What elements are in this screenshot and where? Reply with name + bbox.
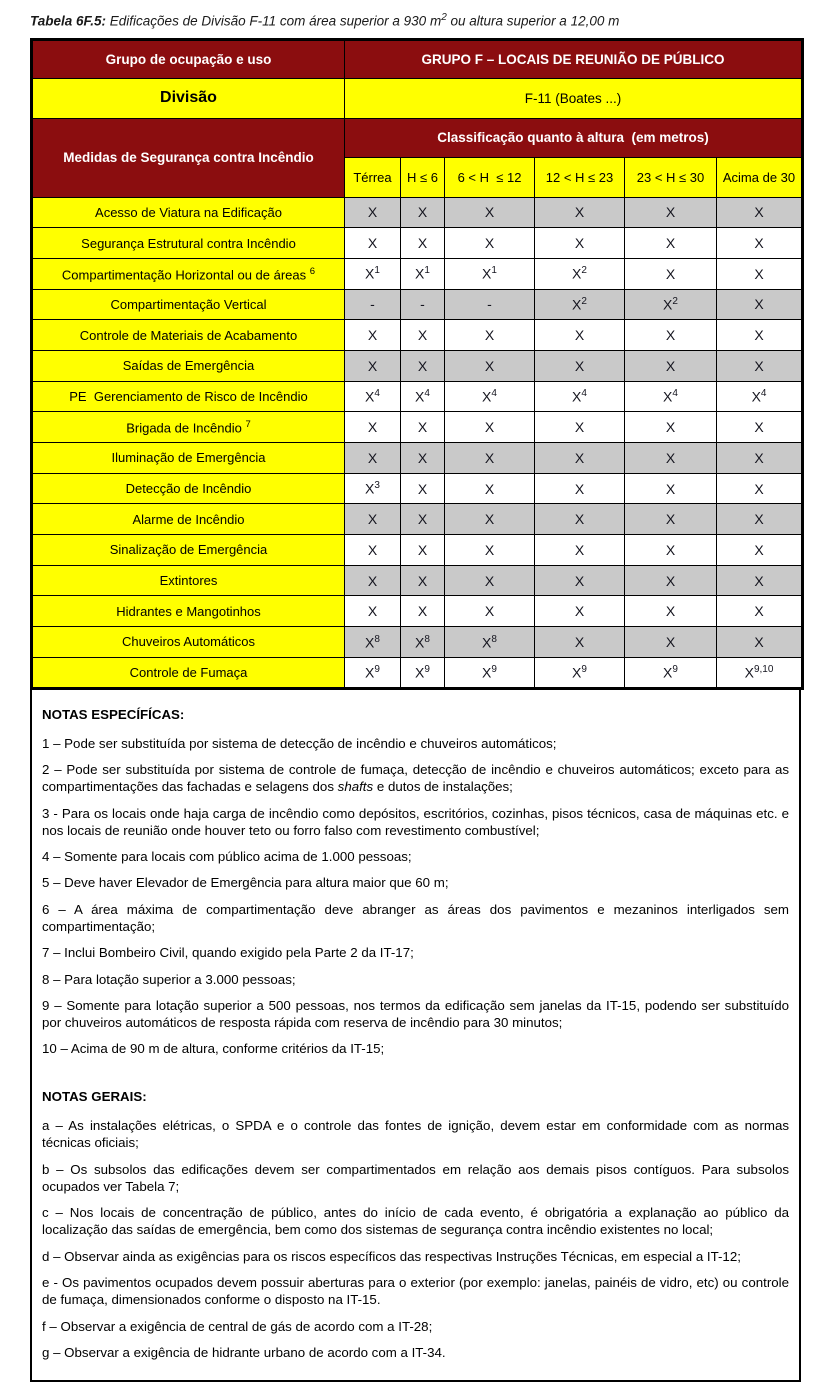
requirement-cell: $X^4$ xyxy=(717,381,803,412)
requirement-cell: X xyxy=(535,443,625,474)
table-title-number: Tabela 6F.5: xyxy=(30,14,106,29)
specific-notes-list xyxy=(42,735,789,1058)
table-title-text: Edificações de Divisão F-11 com área superior a 930 m xyxy=(106,14,441,29)
note-item: b – Os subsolos das edificações devem ser compartimentados em relação aos demais pisos contíguos. Para subsolos ocupados ver Tabela 7; xyxy=(42,1161,789,1196)
requirement-cell: X xyxy=(625,596,717,627)
requirement-cell: X xyxy=(625,258,717,289)
requirement-cell: X xyxy=(445,443,535,474)
note-item: g – Observar a exigência de hidrante urbano de acordo com a IT-34. xyxy=(42,1344,789,1361)
measure-label: Iluminação de Emergência xyxy=(32,443,345,474)
measure-label: Segurança Estrutural contra Incêndio xyxy=(32,228,345,259)
table-row xyxy=(32,258,803,289)
requirement-cell: X xyxy=(445,228,535,259)
note-item: 10 – Acima de 90 m de altura, conforme critérios da IT-15; xyxy=(42,1040,789,1057)
notes-box xyxy=(30,690,801,1382)
requirement-cell: $X^4$ xyxy=(625,381,717,412)
requirement-cell: X xyxy=(401,565,445,596)
requirement-cell: X xyxy=(401,504,445,535)
note-item: f – Observar a exigência de central de gás de acordo com a IT-28; xyxy=(42,1318,789,1335)
table-title-suffix: ou altura superior a 12,00 m xyxy=(447,14,620,29)
note-item: 3 - Para os locais onde haja carga de incêndio como depósitos, escritórios, cozinhas, pisos técnicos, casa de máquinas etc. e nos locais de reunião onde houver teto ou forro falso com revestimento combustível; xyxy=(42,805,789,840)
requirement-cell: X xyxy=(445,197,535,228)
column-header-h6: H ≤ 6 xyxy=(401,157,445,197)
requirement-cell: $X^1$ xyxy=(445,258,535,289)
column-header-terrea: Térrea xyxy=(345,157,401,197)
requirement-cell: X xyxy=(717,228,803,259)
note-item: c – Nos locais de concentração de público, antes do início de cada evento, é obrigatória a explanação ao público da localização das saídas de emergência, bem como dos sistemas de segurança contra incêndio existentes no local; xyxy=(42,1204,789,1239)
requirement-cell: $X^3$ xyxy=(345,473,401,504)
table-row xyxy=(32,504,803,535)
requirement-cell: X xyxy=(535,627,625,658)
table-row xyxy=(32,565,803,596)
requirement-cell: X xyxy=(717,504,803,535)
requirement-cell: X xyxy=(401,443,445,474)
note-item: 7 – Inclui Bombeiro Civil, quando exigido pela Parte 2 da IT-17; xyxy=(42,944,789,961)
requirement-cell: X xyxy=(717,535,803,566)
requirement-cell: X xyxy=(717,320,803,351)
requirement-cell: X xyxy=(345,412,401,443)
requirement-cell: $X^9$ xyxy=(345,657,401,688)
requirement-cell: X xyxy=(535,473,625,504)
requirement-cell: $X^8$ xyxy=(345,627,401,658)
requirement-cell: $X^4$ xyxy=(345,381,401,412)
requirement-cell: X xyxy=(535,320,625,351)
table-row xyxy=(32,535,803,566)
note-item: 6 – A área máxima de compartimentação deve abranger as áreas dos pavimentos e mezaninos interligados sem compartimentação; xyxy=(42,901,789,936)
note-item: a – As instalações elétricas, o SPDA e o controle das fontes de ignição, devem estar em conformidade com as normas técnicas oficiais; xyxy=(42,1117,789,1152)
requirement-cell: $X^4$ xyxy=(401,381,445,412)
measure-label: Alarme de Incêndio xyxy=(32,504,345,535)
requirement-cell: X xyxy=(345,504,401,535)
requirement-cell: $X^2$ xyxy=(535,289,625,320)
requirement-cell: X xyxy=(401,412,445,443)
requirement-cell: X xyxy=(717,443,803,474)
requirement-cell: X xyxy=(625,443,717,474)
group-label-cell: Grupo de ocupação e uso xyxy=(32,39,345,78)
requirement-cell: $X^9$ xyxy=(535,657,625,688)
specific-notes-heading: NOTAS ESPECÍFÍCAS: xyxy=(42,706,789,723)
measure-label: Controle de Materiais de Acabamento xyxy=(32,320,345,351)
requirement-cell: X xyxy=(445,504,535,535)
measure-label: Hidrantes e Mangotinhos xyxy=(32,596,345,627)
requirement-cell: X xyxy=(445,535,535,566)
table-row xyxy=(32,596,803,627)
column-header-h6-12: 6 < H ≤ 12 xyxy=(445,157,535,197)
requirement-cell: X xyxy=(345,350,401,381)
column-header-h12-23: 12 < H ≤ 23 xyxy=(535,157,625,197)
table-row xyxy=(32,197,803,228)
table-title xyxy=(30,12,801,29)
requirement-cell: $X^4$ xyxy=(535,381,625,412)
note-item: 4 – Somente para locais com público acima de 1.000 pessoas; xyxy=(42,848,789,865)
requirement-cell: $X^2$ xyxy=(625,289,717,320)
note-item: 2 – Pode ser substituída por sistema de controle de fumaça, detecção de incêndio e chuveiros automáticos; exceto para as compartimentações das fachadas e selagens dos shafts e dutos de instalações; xyxy=(42,761,789,796)
requirement-cell: X xyxy=(535,596,625,627)
requirement-cell: $X^2$ xyxy=(535,258,625,289)
requirement-cell: X xyxy=(401,535,445,566)
measure-label: Extintores xyxy=(32,565,345,596)
requirement-cell: X xyxy=(345,320,401,351)
requirement-cell: $X^1$ xyxy=(401,258,445,289)
requirement-cell: X xyxy=(717,473,803,504)
requirement-cell: $X^4$ xyxy=(445,381,535,412)
table-row xyxy=(32,473,803,504)
table-row xyxy=(32,350,803,381)
table-row xyxy=(32,381,803,412)
requirement-cell: X xyxy=(401,596,445,627)
requirement-cell: X xyxy=(717,565,803,596)
table-row xyxy=(32,627,803,658)
requirement-cell: X xyxy=(535,350,625,381)
requirement-cell: X xyxy=(401,320,445,351)
general-notes-list xyxy=(42,1117,789,1361)
table-row xyxy=(32,289,803,320)
note-item: 9 – Somente para lotação superior a 500 pessoas, nos termos da edificação sem janelas da IT-15, podendo ser substituído por chuveiros automáticos de resposta rápida com reserva de incêndio para 30 minutos; xyxy=(42,997,789,1032)
requirement-cell: X xyxy=(535,412,625,443)
requirement-cell: X xyxy=(445,565,535,596)
requirement-cell: X xyxy=(445,596,535,627)
header-row-group xyxy=(32,39,803,78)
requirement-cell: X xyxy=(345,535,401,566)
column-header-above-30: Acima de 30 xyxy=(717,157,803,197)
measure-label: PE Gerenciamento de Risco de Incêndio xyxy=(32,381,345,412)
measure-label: Chuveiros Automáticos xyxy=(32,627,345,658)
general-notes-heading: NOTAS GERAIS: xyxy=(42,1088,789,1105)
requirement-cell: X xyxy=(625,565,717,596)
table-row xyxy=(32,443,803,474)
measure-label: Saídas de Emergência xyxy=(32,350,345,381)
requirement-cell: X xyxy=(717,627,803,658)
requirement-cell: X xyxy=(717,350,803,381)
requirement-cell: - xyxy=(445,289,535,320)
requirement-cell: X xyxy=(401,197,445,228)
measure-label: Compartimentação Vertical xyxy=(32,289,345,320)
requirement-cell: X xyxy=(625,535,717,566)
requirement-cell: $X^8$ xyxy=(401,627,445,658)
requirement-cell: X xyxy=(345,565,401,596)
requirement-cell: X xyxy=(445,320,535,351)
requirement-cell: X xyxy=(345,197,401,228)
requirement-cell: $X^8$ xyxy=(445,627,535,658)
requirement-cell: X xyxy=(345,596,401,627)
requirement-cell: X xyxy=(401,350,445,381)
note-item: e - Os pavimentos ocupados devem possuir aberturas para o exterior (por exemplo: janelas, painéis de vidro, etc) ou controle de fumaça, dimensionados conforme o disposto na IT-15. xyxy=(42,1274,789,1309)
measure-label: Controle de Fumaça xyxy=(32,657,345,688)
requirement-cell: $X^9$ xyxy=(445,657,535,688)
requirement-cell: X xyxy=(717,412,803,443)
division-value-cell: F-11 (Boates ...) xyxy=(345,78,803,118)
column-header-h23-30: 23 < H ≤ 30 xyxy=(625,157,717,197)
measure-label: Acesso de Viatura na Edificação xyxy=(32,197,345,228)
requirement-cell: X xyxy=(625,197,717,228)
note-item: 5 – Deve haver Elevador de Emergência para altura maior que 60 m; xyxy=(42,874,789,891)
measure-label: Compartimentação Horizontal ou de áreas $^6$ xyxy=(32,258,345,289)
requirement-cell: X xyxy=(625,412,717,443)
requirement-cell: X xyxy=(717,289,803,320)
title-superscript: 2 xyxy=(441,12,447,23)
note-item: 8 – Para lotação superior a 3.000 pessoas; xyxy=(42,971,789,988)
measure-label: Sinalização de Emergência xyxy=(32,535,345,566)
table-row xyxy=(32,320,803,351)
requirement-cell: - xyxy=(401,289,445,320)
note-item: 1 – Pode ser substituída por sistema de detecção de incêndio e chuveiros automáticos; xyxy=(42,735,789,752)
requirement-cell: X xyxy=(535,535,625,566)
requirement-cell: - xyxy=(345,289,401,320)
requirement-cell: $X^9$ xyxy=(401,657,445,688)
requirement-cell: X xyxy=(625,228,717,259)
requirement-cell: $X^1$ xyxy=(345,258,401,289)
header-row-division xyxy=(32,78,803,118)
requirement-cell: X xyxy=(625,320,717,351)
requirement-cell: X xyxy=(445,412,535,443)
table-row xyxy=(32,657,803,688)
requirement-cell: X xyxy=(625,473,717,504)
requirement-cell: X xyxy=(717,258,803,289)
requirement-cell: X xyxy=(401,228,445,259)
requirement-cell: X xyxy=(535,228,625,259)
requirement-cell: X xyxy=(625,627,717,658)
requirement-cell: X$^{9,10}$ xyxy=(717,657,803,688)
requirement-cell: X xyxy=(625,350,717,381)
requirement-cell: X xyxy=(717,596,803,627)
group-value-cell: GRUPO F – LOCAIS DE REUNIÃO DE PÚBLICO xyxy=(345,39,803,78)
requirement-cell: X xyxy=(345,443,401,474)
requirement-cell: X xyxy=(535,197,625,228)
requirement-cell: X xyxy=(717,197,803,228)
classification-label-cell: Classificação quanto à altura (em metros) xyxy=(345,118,803,157)
requirement-cell: X xyxy=(445,350,535,381)
measures-label-cell: Medidas de Segurança contra Incêndio xyxy=(32,118,345,197)
requirement-cell: X xyxy=(345,228,401,259)
note-item: d – Observar ainda as exigências para os riscos específicos das respectivas Instruções Técnicas, em especial a IT-12; xyxy=(42,1248,789,1265)
measure-label: Brigada de Incêndio $^7$ xyxy=(32,412,345,443)
measures-tbody xyxy=(32,197,803,688)
division-label-cell: Divisão xyxy=(32,78,345,118)
requirement-cell: X xyxy=(401,473,445,504)
table-row xyxy=(32,228,803,259)
fire-safety-table xyxy=(30,38,804,690)
requirement-cell: X xyxy=(625,504,717,535)
requirement-cell: X xyxy=(535,504,625,535)
table-row xyxy=(32,412,803,443)
requirement-cell: X xyxy=(445,473,535,504)
requirement-cell: X xyxy=(535,565,625,596)
header-row-classification xyxy=(32,118,803,157)
requirement-cell: $X^9$ xyxy=(625,657,717,688)
measure-label: Detecção de Incêndio xyxy=(32,473,345,504)
